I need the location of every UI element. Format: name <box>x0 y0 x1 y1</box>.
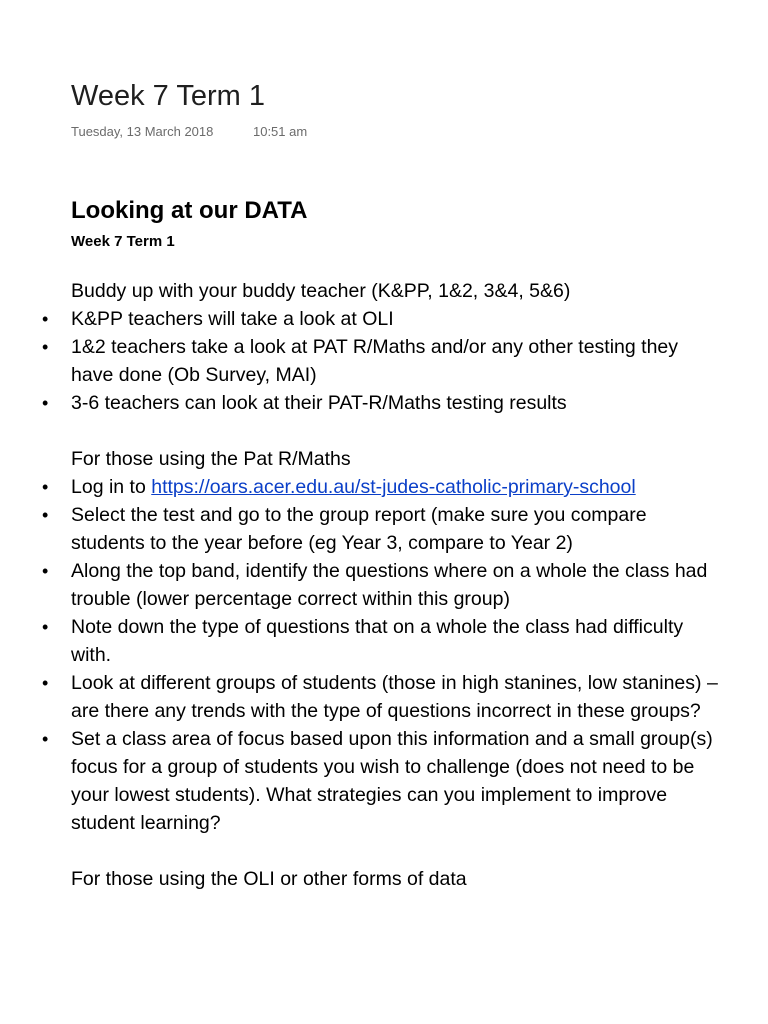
list-item: • Select the test and go to the group report (make sure you compare students to the year before (eg Year 3, compare to Year 2) <box>71 501 721 557</box>
list-item: • 3-6 teachers can look at their PAT-R/Maths testing results <box>71 389 721 417</box>
page-time: 10:51 am <box>252 124 308 139</box>
content-heading: Looking at our DATA <box>71 197 308 224</box>
list-item: • Note down the type of questions that on a whole the class had difficulty with. <box>71 613 721 669</box>
list-item: • 1&2 teachers take a look at PAT R/Maths and/or any other testing they have done (Ob Survey, MAI) <box>71 333 721 389</box>
list-item: • Look at different groups of students (those in high stanines, low stanines) – are there any trends with the type of questions incorrect in these groups? <box>71 669 721 725</box>
content-subheading: Week 7 Term 1 <box>71 233 175 250</box>
content-body <box>71 277 721 893</box>
page-title: Week 7 Term 1 <box>71 80 265 112</box>
list-item: • Set a class area of focus based upon this information and a small group(s) focus for a group of students you wish to challenge (does not need to be your lowest students). What strategies can you implement to improve student learning? <box>71 725 721 837</box>
list-item: • K&PP teachers will take a look at OLI <box>71 305 721 333</box>
page-date: Tuesday, 13 March 2018 <box>71 124 214 139</box>
list-item: • Along the top band, identify the questions where on a whole the class had trouble (lower percentage correct within this group) <box>71 557 721 613</box>
login-prefix: Log in to <box>71 476 152 498</box>
oars-link[interactable]: https://oars.acer.edu.au/st-judes-catholic-primary-school <box>151 476 636 498</box>
pat-section-intro: For those using the Pat R/Maths <box>71 448 351 470</box>
list-item-login <box>71 473 721 501</box>
intro-paragraph: Buddy up with your buddy teacher (K&PP, 1&2, 3&4, 5&6) <box>71 280 571 302</box>
page-timestamp <box>71 124 307 139</box>
pat-step-list <box>71 473 721 837</box>
oli-section-intro: For those using the OLI or other forms of data <box>71 868 467 890</box>
teacher-task-list <box>71 305 721 417</box>
